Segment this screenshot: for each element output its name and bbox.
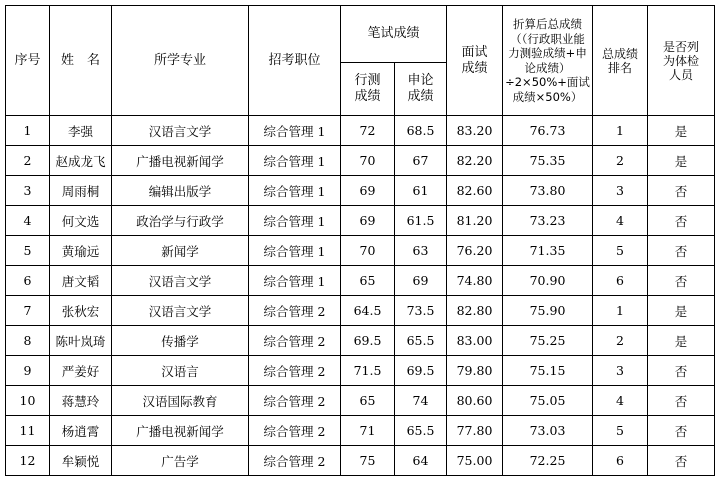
cell-rank: 1 bbox=[593, 296, 648, 326]
cell-converted-total: 71.35 bbox=[503, 236, 593, 266]
cell-rank: 5 bbox=[593, 236, 648, 266]
cell-physical-exam: 否 bbox=[648, 236, 715, 266]
cell-physical-exam: 否 bbox=[648, 416, 715, 446]
cell-major: 编辑出版学 bbox=[112, 176, 249, 206]
cell-name: 蒋慧玲 bbox=[50, 386, 112, 416]
cell-interview-score: 83.20 bbox=[447, 116, 503, 146]
cell-name: 何文选 bbox=[50, 206, 112, 236]
cell-physical-exam: 是 bbox=[648, 116, 715, 146]
cell-major: 新闻学 bbox=[112, 236, 249, 266]
cell-name: 杨逍霄 bbox=[50, 416, 112, 446]
cell-name: 李强 bbox=[50, 116, 112, 146]
cell-shenlun-score: 65.5 bbox=[395, 416, 447, 446]
cell-position: 综合管理 2 bbox=[249, 446, 341, 476]
cell-position: 综合管理 1 bbox=[249, 206, 341, 236]
cell-position: 综合管理 1 bbox=[249, 146, 341, 176]
cell-converted-total: 75.15 bbox=[503, 356, 593, 386]
cell-converted-total: 70.90 bbox=[503, 266, 593, 296]
table-row bbox=[6, 236, 715, 266]
cell-name: 赵成龙飞 bbox=[50, 146, 112, 176]
cell-physical-exam: 是 bbox=[648, 146, 715, 176]
cell-interview-score: 74.80 bbox=[447, 266, 503, 296]
cell-xingce-score: 65 bbox=[341, 386, 395, 416]
cell-interview-score: 77.80 bbox=[447, 416, 503, 446]
header-physical-exam: 是否列 为体检 人员 bbox=[648, 6, 715, 116]
cell-converted-total: 73.03 bbox=[503, 416, 593, 446]
cell-major: 广告学 bbox=[112, 446, 249, 476]
cell-xingce-score: 70 bbox=[341, 146, 395, 176]
cell-position: 综合管理 2 bbox=[249, 416, 341, 446]
cell-interview-score: 75.00 bbox=[447, 446, 503, 476]
cell-converted-total: 76.73 bbox=[503, 116, 593, 146]
cell-converted-total: 73.80 bbox=[503, 176, 593, 206]
cell-physical-exam: 否 bbox=[648, 266, 715, 296]
header-position: 招考职位 bbox=[249, 6, 341, 116]
cell-xingce-score: 64.5 bbox=[341, 296, 395, 326]
cell-seq: 8 bbox=[6, 326, 50, 356]
table-row bbox=[6, 116, 715, 146]
cell-converted-total: 75.05 bbox=[503, 386, 593, 416]
table-row bbox=[6, 326, 715, 356]
cell-shenlun-score: 69.5 bbox=[395, 356, 447, 386]
cell-interview-score: 83.00 bbox=[447, 326, 503, 356]
cell-shenlun-score: 64 bbox=[395, 446, 447, 476]
table-row bbox=[6, 416, 715, 446]
table-row bbox=[6, 356, 715, 386]
cell-interview-score: 80.60 bbox=[447, 386, 503, 416]
cell-physical-exam: 否 bbox=[648, 176, 715, 206]
header-xingce-score: 行测 成绩 bbox=[341, 63, 395, 116]
cell-shenlun-score: 61.5 bbox=[395, 206, 447, 236]
cell-major: 汉语言 bbox=[112, 356, 249, 386]
cell-shenlun-score: 74 bbox=[395, 386, 447, 416]
cell-xingce-score: 75 bbox=[341, 446, 395, 476]
cell-major: 汉语言文学 bbox=[112, 116, 249, 146]
cell-rank: 5 bbox=[593, 416, 648, 446]
table-row bbox=[6, 206, 715, 236]
cell-physical-exam: 否 bbox=[648, 386, 715, 416]
header-interview-score: 面试 成绩 bbox=[447, 6, 503, 116]
cell-physical-exam: 是 bbox=[648, 326, 715, 356]
cell-rank: 3 bbox=[593, 176, 648, 206]
table-row bbox=[6, 266, 715, 296]
cell-major: 汉语言文学 bbox=[112, 296, 249, 326]
cell-rank: 4 bbox=[593, 386, 648, 416]
cell-seq: 11 bbox=[6, 416, 50, 446]
cell-seq: 6 bbox=[6, 266, 50, 296]
header-total-rank: 总成绩 排名 bbox=[593, 6, 648, 116]
cell-shenlun-score: 69 bbox=[395, 266, 447, 296]
header-converted-total: 折算后总成绩（（行政职业能力测验成绩+申论成绩）÷2×50%+面试成绩×50%） bbox=[503, 6, 593, 116]
cell-seq: 7 bbox=[6, 296, 50, 326]
cell-name: 严姜好 bbox=[50, 356, 112, 386]
cell-seq: 10 bbox=[6, 386, 50, 416]
cell-position: 综合管理 2 bbox=[249, 356, 341, 386]
cell-rank: 1 bbox=[593, 116, 648, 146]
cell-seq: 1 bbox=[6, 116, 50, 146]
cell-shenlun-score: 63 bbox=[395, 236, 447, 266]
cell-interview-score: 82.20 bbox=[447, 146, 503, 176]
cell-major: 政治学与行政学 bbox=[112, 206, 249, 236]
cell-xingce-score: 71 bbox=[341, 416, 395, 446]
cell-seq: 5 bbox=[6, 236, 50, 266]
cell-position: 综合管理 1 bbox=[249, 116, 341, 146]
cell-name: 黄瑜远 bbox=[50, 236, 112, 266]
header-seq: 序号 bbox=[6, 6, 50, 116]
cell-shenlun-score: 65.5 bbox=[395, 326, 447, 356]
cell-major: 广播电视新闻学 bbox=[112, 146, 249, 176]
table-row bbox=[6, 386, 715, 416]
cell-seq: 4 bbox=[6, 206, 50, 236]
cell-rank: 6 bbox=[593, 266, 648, 296]
cell-xingce-score: 65 bbox=[341, 266, 395, 296]
cell-xingce-score: 69.5 bbox=[341, 326, 395, 356]
cell-major: 汉语言文学 bbox=[112, 266, 249, 296]
cell-position: 综合管理 2 bbox=[249, 386, 341, 416]
cell-converted-total: 75.25 bbox=[503, 326, 593, 356]
cell-name: 周雨桐 bbox=[50, 176, 112, 206]
cell-interview-score: 76.20 bbox=[447, 236, 503, 266]
header-shenlun-score: 申论 成绩 bbox=[395, 63, 447, 116]
cell-name: 唐文韬 bbox=[50, 266, 112, 296]
cell-converted-total: 75.35 bbox=[503, 146, 593, 176]
cell-interview-score: 81.20 bbox=[447, 206, 503, 236]
cell-xingce-score: 71.5 bbox=[341, 356, 395, 386]
cell-shenlun-score: 73.5 bbox=[395, 296, 447, 326]
cell-physical-exam: 否 bbox=[648, 446, 715, 476]
table-row bbox=[6, 446, 715, 476]
cell-name: 张秋宏 bbox=[50, 296, 112, 326]
table-row bbox=[6, 176, 715, 206]
header-written-score: 笔试成绩 bbox=[341, 6, 447, 63]
score-table bbox=[5, 5, 715, 476]
cell-position: 综合管理 2 bbox=[249, 326, 341, 356]
cell-seq: 12 bbox=[6, 446, 50, 476]
cell-name: 牟颖悦 bbox=[50, 446, 112, 476]
cell-seq: 9 bbox=[6, 356, 50, 386]
table-row bbox=[6, 146, 715, 176]
cell-position: 综合管理 1 bbox=[249, 266, 341, 296]
cell-rank: 4 bbox=[593, 206, 648, 236]
cell-seq: 2 bbox=[6, 146, 50, 176]
cell-rank: 3 bbox=[593, 356, 648, 386]
cell-position: 综合管理 1 bbox=[249, 176, 341, 206]
cell-position: 综合管理 1 bbox=[249, 236, 341, 266]
header-name: 姓 名 bbox=[50, 6, 112, 116]
cell-physical-exam: 否 bbox=[648, 206, 715, 236]
table-body bbox=[6, 116, 715, 476]
cell-xingce-score: 72 bbox=[341, 116, 395, 146]
cell-interview-score: 82.60 bbox=[447, 176, 503, 206]
cell-converted-total: 75.90 bbox=[503, 296, 593, 326]
cell-major: 汉语国际教育 bbox=[112, 386, 249, 416]
table-header bbox=[6, 6, 715, 116]
cell-converted-total: 72.25 bbox=[503, 446, 593, 476]
table-row bbox=[6, 296, 715, 326]
header-major: 所学专业 bbox=[112, 6, 249, 116]
cell-interview-score: 82.80 bbox=[447, 296, 503, 326]
cell-interview-score: 79.80 bbox=[447, 356, 503, 386]
cell-seq: 3 bbox=[6, 176, 50, 206]
cell-rank: 2 bbox=[593, 326, 648, 356]
cell-shenlun-score: 68.5 bbox=[395, 116, 447, 146]
cell-major: 传播学 bbox=[112, 326, 249, 356]
cell-shenlun-score: 61 bbox=[395, 176, 447, 206]
cell-rank: 2 bbox=[593, 146, 648, 176]
cell-xingce-score: 69 bbox=[341, 176, 395, 206]
cell-converted-total: 73.23 bbox=[503, 206, 593, 236]
cell-xingce-score: 70 bbox=[341, 236, 395, 266]
cell-physical-exam: 是 bbox=[648, 296, 715, 326]
cell-position: 综合管理 2 bbox=[249, 296, 341, 326]
cell-name: 陈叶岚琦 bbox=[50, 326, 112, 356]
cell-major: 广播电视新闻学 bbox=[112, 416, 249, 446]
cell-xingce-score: 69 bbox=[341, 206, 395, 236]
cell-physical-exam: 否 bbox=[648, 356, 715, 386]
cell-shenlun-score: 67 bbox=[395, 146, 447, 176]
cell-rank: 6 bbox=[593, 446, 648, 476]
